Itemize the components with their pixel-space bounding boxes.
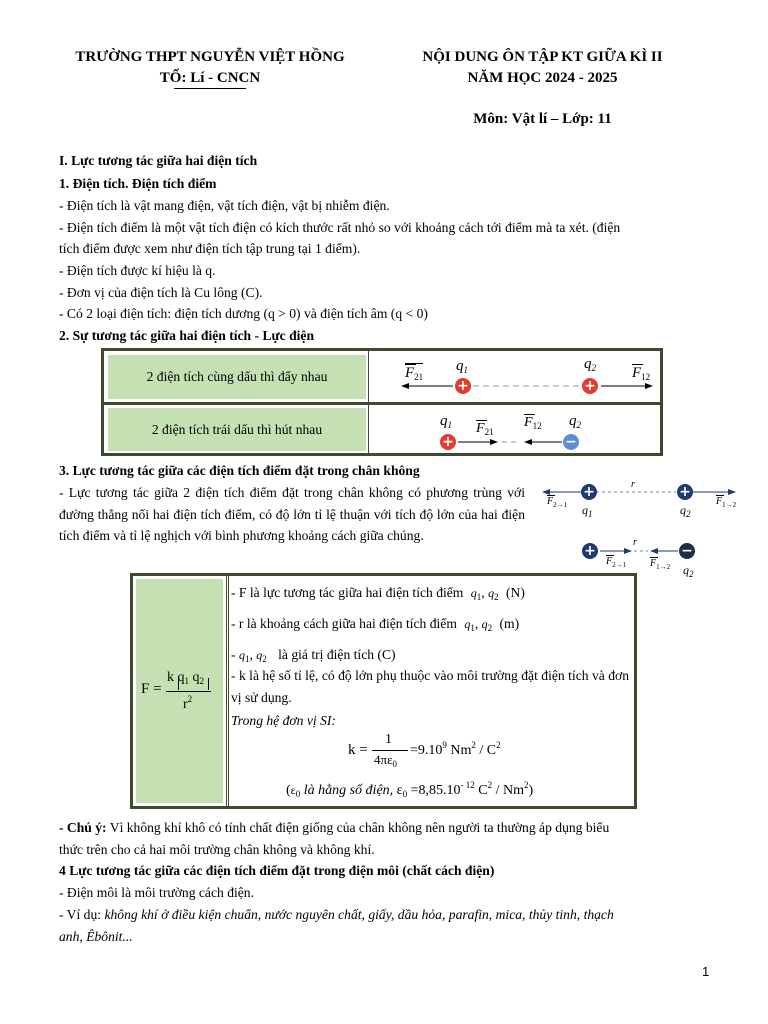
positive-charge-icon: + <box>581 484 597 500</box>
page-number: 1 <box>702 964 710 979</box>
example-line: - Ví dụ: không khí ở điều kiện chuẩn, nước nguyên chất, giấy, dầu hỏa, parafin, mica, thủy tinh, thạch <box>59 907 614 922</box>
section-1-heading: I. Lực tương tác giữa hai điện tích <box>59 153 258 168</box>
negative-charge-icon: − <box>679 543 695 559</box>
section-4-heading: 4 Lực tương tác giữa các điện tích điểm đặt trong điện môi (chất cách điện) <box>59 863 495 878</box>
formula-F-equals: F = <box>141 681 162 697</box>
charge-label-q1: $q_1$ <box>456 358 468 375</box>
note-line: - Chú ý: Vì không khí khô có tính chất điện giống của chân không nên người ta thường áp dụng biểu <box>59 820 610 835</box>
distance-label: r <box>631 479 635 490</box>
subject-line: Môn: Vật lí – Lớp: 11 <box>473 111 612 127</box>
subsection-2-heading: 2. Sự tương tác giữa hai điện tích - Lực điện <box>59 328 315 343</box>
legend-line-k: - k là hệ số tỉ lệ, có độ lớn phụ thuộc vào môi trường đặt điện tích và đơn vị sử dụng. <box>231 668 629 705</box>
charge-label-q2: $q_2$ <box>680 503 691 519</box>
same-sign-label: 2 điện tích cùng dấu thì đẩy nhau <box>108 355 366 399</box>
abs-bar <box>178 678 180 690</box>
force-label-F21: $F_{2\to 1}$ <box>606 556 627 569</box>
k-value: $=9.10^9$ $Nm^2 / C^2$ <box>410 740 501 758</box>
distance-label: r <box>633 537 637 548</box>
department-underline <box>174 88 246 89</box>
section-3-heading: 3. Lực tương tác giữa các điện tích điểm đặt trong chân không <box>59 463 420 478</box>
force-label-F21: $F_{21}$ <box>476 421 494 437</box>
paragraph: - Đơn vị của điện tích là Cu lông (C). <box>59 285 263 300</box>
k-fraction-bar <box>372 750 408 751</box>
positive-charge-icon: + <box>582 378 598 394</box>
school-year: NĂM HỌC 2024 - 2025 <box>467 70 618 86</box>
negative-charge-icon: − <box>563 434 579 450</box>
legend-line-r: - r là khoảng cách giữa hai điện tích điểm $q_1$, $q_2$ (m) <box>231 616 520 633</box>
force-vector-bar <box>405 363 423 364</box>
force-label-F12: $F_{12}$ <box>524 415 542 431</box>
repulsion-diagram <box>395 375 660 397</box>
coulomb-description: - Lực tương tác giữa 2 điện tích điểm đặt trong chân không có phương trùng với đường thẳng nối hai điện tích điểm, có độ lớn tỉ lệ thuận với tích độ lớn của hai điện tích điểm và tỉ lệ nghịch với bình phương khoảng cách giữa chúng. <box>59 485 525 543</box>
subsection-1-heading: 1. Điện tích. Điện tích điểm <box>59 176 217 191</box>
department-name: TỔ: Lí - CNCN <box>159 70 261 86</box>
positive-charge-icon: + <box>677 484 693 500</box>
force-label-F12: $F_{1\to 2}$ <box>650 558 671 571</box>
school-name: TRƯỜNG THPT NGUYỄN VIỆT HỒNG <box>75 49 345 65</box>
positive-charge-icon: + <box>440 434 456 450</box>
legend-line-q: - $q_1$, $q_2$ là giá trị điện tích (C) <box>231 647 396 664</box>
k-numerator: 1 <box>385 732 392 747</box>
column-divider <box>226 576 229 806</box>
charge-label-q2: $q_2$ <box>569 413 581 430</box>
column-divider <box>368 351 369 453</box>
note-line-2: thức trên cho cả hai môi trường chân không và không khí. <box>59 842 375 857</box>
abs-bar <box>208 678 210 690</box>
document-title: NỘI DUNG ÔN TẬP KT GIỮA KÌ II <box>422 49 663 65</box>
paragraph: tích điểm được xem như điện tích tập trung tại 1 điểm). <box>59 241 361 256</box>
force-label-F12: $F_{1\to 2}$ <box>716 496 737 509</box>
charge-label-q2: $q_2$ <box>683 563 694 579</box>
paragraph: - Điện tích điểm là một vật tích điện có kích thước rất nhỏ so với khoảng cách tới điểm mà ta xét. (điện <box>59 220 621 235</box>
force-label-F21: $F_{2\to 1}$ <box>547 496 568 509</box>
k-denominator: $4\pi\varepsilon_0$ <box>374 752 398 769</box>
formula-numerator: k $q_1$ $q_2$ <box>167 670 204 686</box>
charge-label-q1: $q_1$ <box>440 413 452 430</box>
formula-denominator: $r^2$ <box>183 694 193 712</box>
fraction-bar <box>166 691 211 692</box>
k-equals: k = <box>348 742 368 758</box>
example-line-2: anh, Êbônit... <box>59 929 133 944</box>
opposite-sign-label: 2 điện tích trái dấu thì hút nhau <box>108 408 366 451</box>
force-label-F21: $F_{21}$ <box>405 365 424 382</box>
paragraph: - Điện môi là môi trường cách điện. <box>59 885 254 900</box>
paragraph: - Có 2 loại điện tích: điện tích dương (q > 0) và điện tích âm (q < 0) <box>59 306 428 321</box>
legend-line-F: - F là lực tương tác giữa hai điện tích điểm $q_1$, $q_2$ (N) <box>231 585 525 602</box>
charge-label-q1: $q_1$ <box>582 503 593 519</box>
force-label-F12: $F_{12}$ <box>632 365 651 382</box>
coulomb-side-diagram <box>540 478 740 578</box>
si-units-label: Trong hệ đơn vị SI: <box>231 713 336 728</box>
paragraph: - Điện tích là vật mang điện, vật tích điện, vật bị nhiễm điện. <box>59 198 390 213</box>
charge-label-q2: $q_2$ <box>584 356 596 373</box>
row-divider <box>104 402 660 405</box>
positive-charge-icon: + <box>455 378 471 394</box>
positive-charge-icon: + <box>582 543 598 559</box>
epsilon-line: ($\varepsilon_0$ là hằng số điện, $\varepsilon_0 =8,85.10^{- 12}$ $C^2 / Nm^2$) <box>286 780 534 799</box>
paragraph: - Điện tích được kí hiệu là q. <box>59 263 216 278</box>
